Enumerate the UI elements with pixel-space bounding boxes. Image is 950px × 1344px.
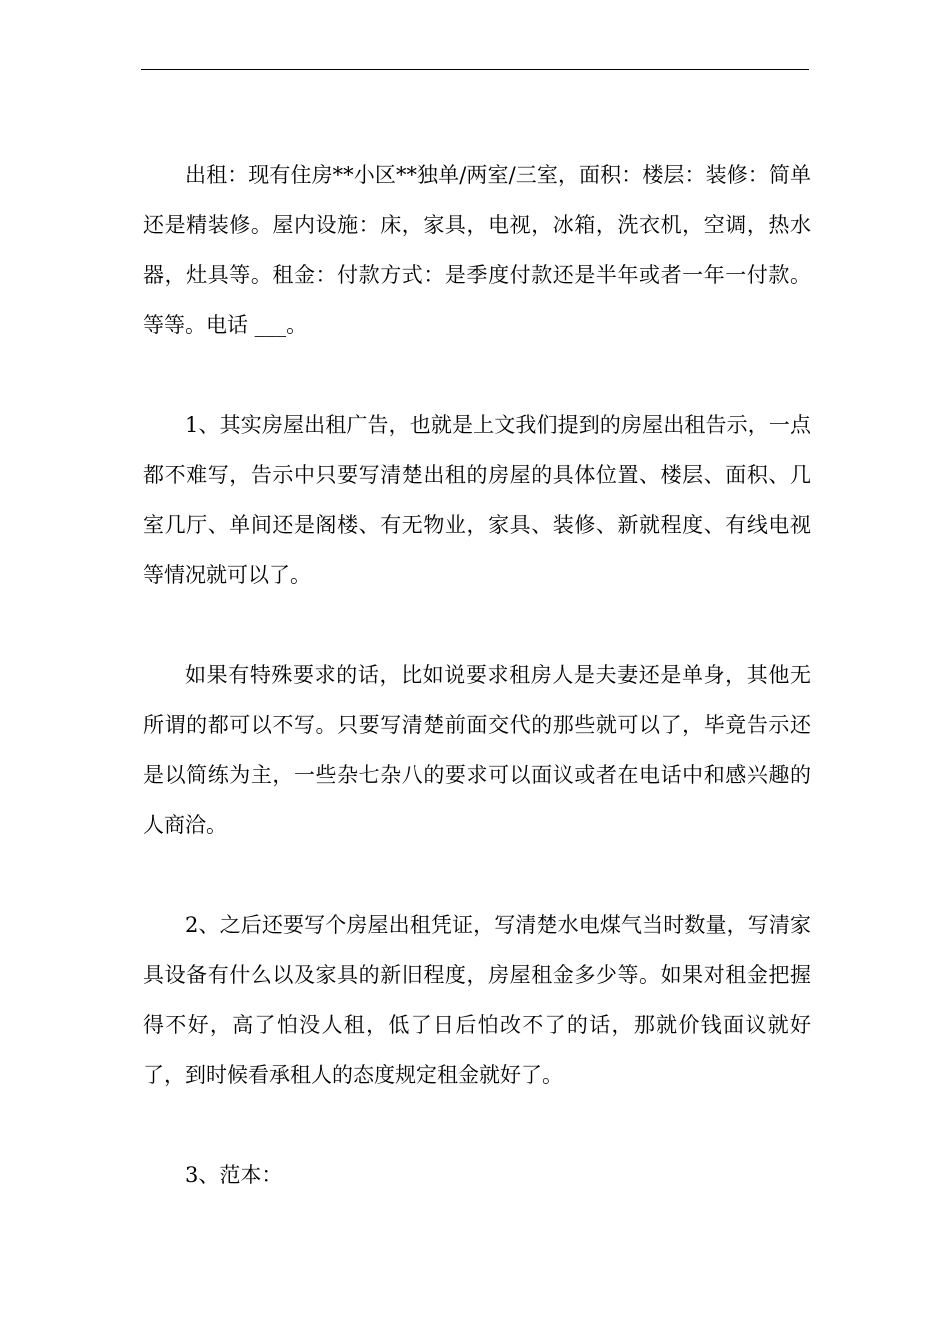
header-rule [141,69,809,70]
paragraph-point-3: 3、范本： [185,1163,283,1187]
paragraph-point-1: 1、其实房屋出租广告，也就是上文我们提到的房屋出租告示，一点都不难写，告示中只要写清楚出租的房屋的具体位置、楼层、面积、几室几厅、单间还是阁楼、有无物业，家具、装修、新就程度、有线电视等情况就可以了。 [143,413,811,587]
paragraph-special-requirements: 如果有特殊要求的话，比如说要求租房人是夫妻还是单身，其他无所谓的都可以不写。只要写清楚前面交代的那些就可以了，毕竟告示还是以简练为主，一些杂七杂八的要求可以面议或者在电话中和感兴趣的人商洽。 [143,663,811,837]
paragraph-rental-notice: 出租：现有住房**小区**独单/两室/三室，面积：楼层：装修：简单还是精装修。屋内设施：床，家具，电视，冰箱，洗衣机，空调，热水器，灶具等。租金：付款方式：是季度付款还是半年或者一年一付款。等等。电话 ___。 [143,163,811,337]
paragraph-point-2: 2、之后还要写个房屋出租凭证，写清楚水电煤气当时数量，写清家具设备有什么以及家具的新旧程度，房屋租金多少等。如果对租金把握得不好，高了怕没人租，低了日后怕改不了的话，那就价钱面议就好了，到时候看承租人的态度规定租金就好了。 [143,913,811,1087]
document-body [143,150,811,1200]
